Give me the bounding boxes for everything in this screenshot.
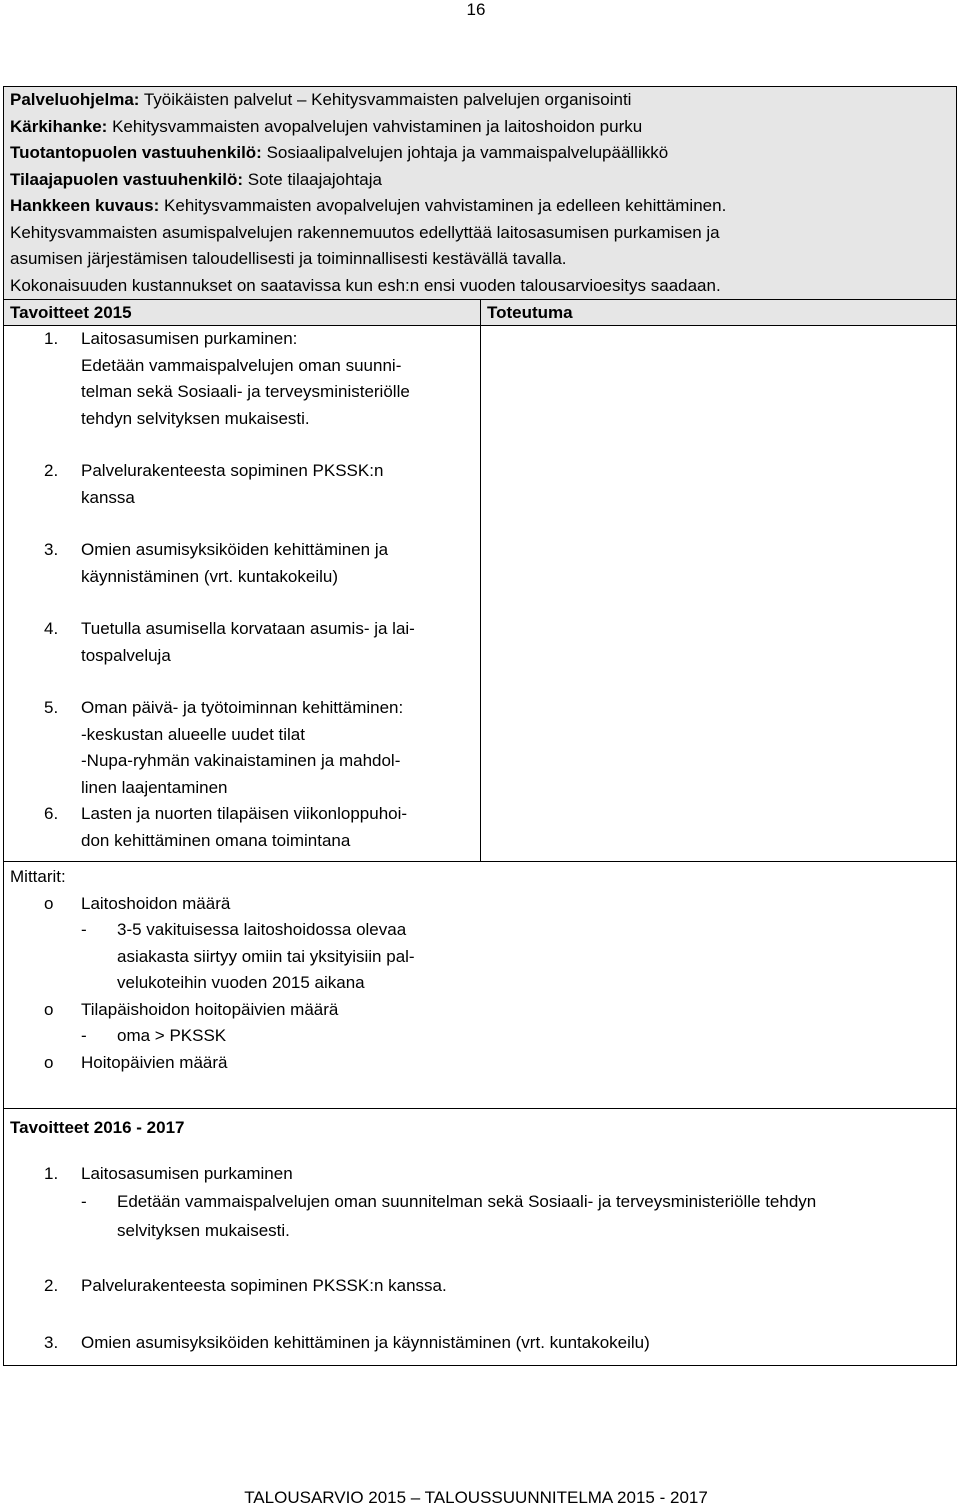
goal-line: tospalveluja: [81, 645, 171, 665]
goal-number: 5.: [44, 698, 59, 717]
goals-2015-cell: [4, 326, 481, 862]
goal-2016-item-3: [4, 1330, 956, 1357]
goal-number: 3.: [44, 540, 59, 559]
footer: TALOUSARVIO 2015 – TALOUSSUUNNITELMA 2015 - 2017: [244, 1488, 708, 1507]
goal-line: linen laajentaminen: [81, 777, 228, 797]
realization-cell: [481, 326, 957, 862]
description-label: Hankkeen kuvaus:: [10, 196, 160, 215]
metrics-title: Mittarit:: [10, 867, 66, 886]
goal-text: Laitosasumisen purkaminen: [81, 1163, 293, 1183]
metrics-row: [4, 862, 957, 1109]
goal-line: -Nupa-ryhmän vakinaistaminen ja mahdol-: [81, 751, 401, 770]
goal-number: 3.: [44, 1332, 59, 1352]
goals-2015-title-cell: [4, 300, 481, 326]
goal-2016-item-1: [4, 1161, 956, 1188]
goal-line: kanssa: [81, 487, 135, 507]
producer-label: Tuotantopuolen vastuuhenkilö:: [10, 143, 262, 162]
goals-2016-2017-row: [4, 1109, 957, 1366]
goal-2015-item-4: [4, 616, 480, 669]
description-line-2: Kehitysvammaisten asumispalvelujen rakennemuutos edellyttää laitosasumisen purkamisen ja: [10, 222, 720, 242]
goal-line: Laitosasumisen purkaminen:: [81, 329, 298, 348]
metric-item-3: [4, 1050, 956, 1077]
goal-line: Tuetulla asumisella korvataan asumis- ja lai-: [81, 619, 415, 638]
key-project-line: [4, 114, 956, 141]
metric-item-1-sub: [4, 917, 956, 997]
goal-2016-item-1-sub: [4, 1187, 956, 1245]
bullet-icon: o: [44, 893, 54, 913]
description-text: Kehitysvammaisten avopalvelujen vahvistaminen ja edelleen kehittäminen.: [164, 196, 727, 215]
goal-2015-item-3: [4, 537, 480, 590]
metric-text: Hoitopäivien määrä: [81, 1052, 228, 1072]
page-number: 16: [466, 0, 486, 19]
goal-line: telman sekä Sosiaali- ja terveysministeriölle: [81, 382, 410, 401]
goal-2015-item-5: [4, 695, 480, 801]
bullet-icon: o: [44, 1052, 54, 1072]
goal-line: Edetään vammaispalvelujen oman suunni-: [81, 355, 402, 375]
goal-number: 2.: [44, 461, 59, 480]
goal-line: don kehittäminen omana toimintana: [81, 830, 351, 850]
realization-title-cell: [481, 300, 957, 326]
goal-2015-item-1: [4, 326, 480, 432]
goals-2015-row: [4, 326, 957, 862]
goal-2016-item-2: [4, 1273, 956, 1300]
metric-sub-line: velukoteihin vuoden 2015 aikana: [117, 973, 365, 992]
purchaser-line: [4, 167, 956, 194]
metric-item-2-sub: [4, 1023, 956, 1050]
goal-line: Oman päivä- ja työtoiminnan kehittäminen:: [81, 698, 404, 717]
goal-number: 1.: [44, 329, 59, 348]
goals-2016-2017-title: Tavoitteet 2016 - 2017: [10, 1118, 185, 1137]
goal-line: -keskustan alueelle uudet tilat: [81, 724, 305, 744]
dash-icon: -: [81, 1026, 87, 1045]
goal-number: 1.: [44, 1163, 59, 1183]
metric-item-1: [4, 891, 956, 918]
program-value: Työikäisten palvelut – Kehitysvammaisten palvelujen organisointi: [143, 90, 632, 109]
goal-line: tehdyn selvityksen mukaisesti.: [81, 408, 310, 428]
key-project-label: Kärkihanke:: [10, 116, 108, 136]
goal-line: käynnistäminen (vrt. kuntakokeilu): [81, 566, 339, 586]
realization-title: Toteutuma: [487, 303, 573, 322]
metric-sub-line: 3-5 vakituisessa laitoshoidossa olevaa: [117, 920, 407, 939]
goal-number: 2.: [44, 1276, 59, 1295]
metric-sub-line: asiakasta siirtyy omiin tai yksityisiin pal-: [117, 946, 415, 966]
header-cell: [4, 87, 957, 300]
program-label: Palveluohjelma:: [10, 90, 140, 109]
header-row: [4, 87, 957, 300]
goal-sub-line: Edetään vammaispalvelujen oman suunnitelman sekä Sosiaali- ja terveysministeriölle tehdyn: [117, 1192, 817, 1211]
goal-text: Omien asumisyksiköiden kehittäminen ja käynnistäminen (vrt. kuntakokeilu): [81, 1332, 650, 1352]
metric-sub-line: oma > PKSSK: [117, 1026, 227, 1045]
goal-text: Palvelurakenteesta sopiminen PKSSK:n kanssa.: [81, 1276, 447, 1295]
key-project-value: Kehitysvammaisten avopalvelujen vahvistaminen ja laitoshoidon purku: [112, 116, 643, 136]
goal-number: 4.: [44, 619, 59, 638]
purchaser-label: Tilaajapuolen vastuuhenkilö:: [10, 169, 244, 189]
bullet-icon: o: [44, 999, 54, 1019]
program-table: [3, 86, 957, 1366]
description-line-4: Kokonaisuuden kustannukset on saatavissa kun esh:n ensi vuoden talousarvioesitys saadaan.: [10, 275, 721, 295]
goals-2016-2017-cell: [4, 1109, 957, 1366]
description-line-3: asumisen järjestämisen taloudellisesti ja toiminnallisesti kestävällä tavalla.: [10, 249, 567, 268]
goal-line: Palvelurakenteesta sopiminen PKSSK:n: [81, 461, 384, 480]
producer-line: [4, 140, 956, 167]
metric-text: Laitoshoidon määrä: [81, 893, 231, 913]
metrics-cell: [4, 862, 957, 1109]
producer-value: Sosiaalipalvelujen johtaja ja vammaispalvelupäällikkö: [266, 143, 669, 162]
goals-2015-title: Tavoitteet 2015: [10, 303, 132, 322]
metric-item-2: [4, 997, 956, 1024]
goal-2015-item-2: [4, 458, 480, 511]
program-line: [4, 87, 956, 114]
goal-2015-item-6: [4, 801, 480, 854]
dash-icon: -: [81, 1192, 87, 1211]
goal-line: Lasten ja nuorten tilapäisen viikonloppuhoi-: [81, 804, 408, 823]
goal-sub-line: selvityksen mukaisesti.: [117, 1221, 290, 1240]
goal-number: 6.: [44, 804, 59, 823]
purchaser-value: Sote tilaajajohtaja: [247, 169, 382, 189]
description-line-1: [4, 193, 956, 220]
metric-text: Tilapäishoidon hoitopäivien määrä: [81, 999, 339, 1019]
goals-header-row: [4, 300, 957, 326]
dash-icon: -: [81, 920, 87, 939]
goal-line: Omien asumisyksiköiden kehittäminen ja: [81, 540, 389, 559]
